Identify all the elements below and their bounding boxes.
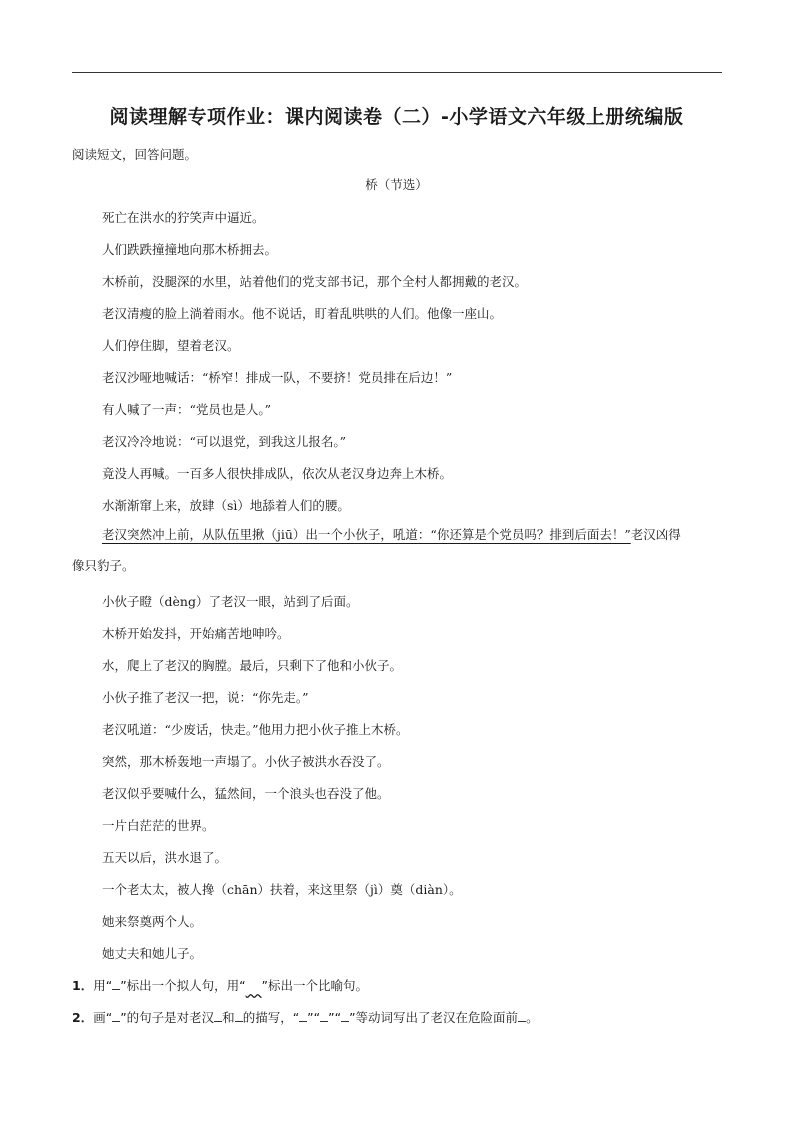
underlined-sentence: 老汉突然冲上前，从队伍里揪（jiū）出一个小伙子，吼道：“你还算是个党员吗？排到后面去！” [102,527,631,542]
passage-paragraph: 竟没人再喊。一百多人很快排成队，依次从老汉身边奔上木桥。 [102,466,453,481]
answer-blank[interactable] [112,1009,120,1022]
question-text: 和 [222,1010,235,1025]
passage-paragraph: 五天以后，洪水退了。 [102,850,228,865]
answer-blank[interactable] [341,1009,349,1022]
question-text: ”“ [328,1010,342,1025]
question-text: ”标出一个比喻句。 [261,978,369,993]
document-title: 阅读理解专项作业：课内阅读卷（二）-小学语文六年级上册统编版 [109,106,684,128]
question-number: 2． [72,1010,94,1025]
passage-paragraph: 有人喊了一声：“党员也是人。” [102,402,272,417]
answer-blank[interactable] [320,1009,328,1022]
passage-paragraph: 一片白茫茫的世界。 [102,818,215,833]
question-2 [72,1008,539,1026]
passage-paragraph: 木桥前，没腿深的水里，站着他们的党支部书记，那个全村人都拥戴的老汉。 [102,274,528,289]
question-text: 。 [526,1010,539,1025]
answer-blank[interactable] [235,1009,243,1022]
passage-paragraph: 水，爬上了老汉的胸膛。最后，只剩下了他和小伙子。 [102,658,403,673]
question-number: 1． [72,978,94,993]
passage-paragraph: 老汉沙哑地喊话：“桥窄！排成一队，不要挤！党员排在后边！” [102,370,453,385]
paragraph-rest: 老汉凶得像只豹子。 [72,527,681,573]
question-text: 用“ [93,978,113,993]
underlined-paragraph [72,519,690,581]
answer-blank[interactable] [299,1009,307,1022]
passage-paragraph: 一个老太太，被人搀（chān）扶着，来这里祭（jì）奠（diàn）。 [102,882,462,897]
question-text: ”标出一个拟人句，用“ [120,978,246,993]
passage-paragraph: 死亡在洪水的狞笑声中逼近。 [102,210,265,225]
question-text: ”“ [307,1010,321,1025]
answer-blank[interactable] [214,1009,222,1022]
passage-paragraph: 木桥开始发抖，开始痛苦地呻吟。 [102,626,290,641]
question-text: ”等动词写出了老汉在危险面前 [349,1010,519,1025]
passage-paragraph: 人们跌跌撞撞地向那木桥拥去。 [102,242,278,257]
question-text: ”的句子是对老汉 [120,1010,215,1025]
passage-paragraph: 水渐渐窜上来，放肆（sì）地舔着人们的腰。 [102,498,350,513]
passage-paragraph: 她丈夫和她儿子。 [102,946,203,961]
instruction: 阅读短文，回答问题。 [72,147,198,162]
answer-blank[interactable] [518,1009,526,1022]
wavy-line-mark [246,978,262,993]
passage-paragraph: 老汉冷冷地说：“可以退党，到我这儿报名。” [102,434,347,449]
passage-paragraph: 小伙子瞪（dèng）了老汉一眼，站到了后面。 [102,594,359,609]
question-text: 画“ [93,1010,113,1025]
passage-paragraph: 她来祭奠两个人。 [102,914,203,929]
answer-blank[interactable] [112,977,120,990]
passage-paragraph: 老汉清瘦的脸上淌着雨水。他不说话，盯着乱哄哄的人们。他像一座山。 [102,306,503,321]
passage-paragraph: 小伙子推了老汉一把，说：“你先走。” [102,690,309,705]
passage-paragraph: 人们停住脚，望着老汉。 [102,338,240,353]
question-text: 的描写，“ [242,1010,300,1025]
passage-title: 桥（节选） [365,177,428,192]
passage-paragraph: 老汉吼道：“少废话，快走。”他用力把小伙子推上木桥。 [102,722,409,737]
passage-paragraph: 突然，那木桥轰地一声塌了。小伙子被洪水吞没了。 [102,754,390,769]
question-1 [72,976,368,994]
header-rule [72,72,722,73]
passage-paragraph: 老汉似乎要喊什么，猛然间，一个浪头也吞没了他。 [102,786,390,801]
